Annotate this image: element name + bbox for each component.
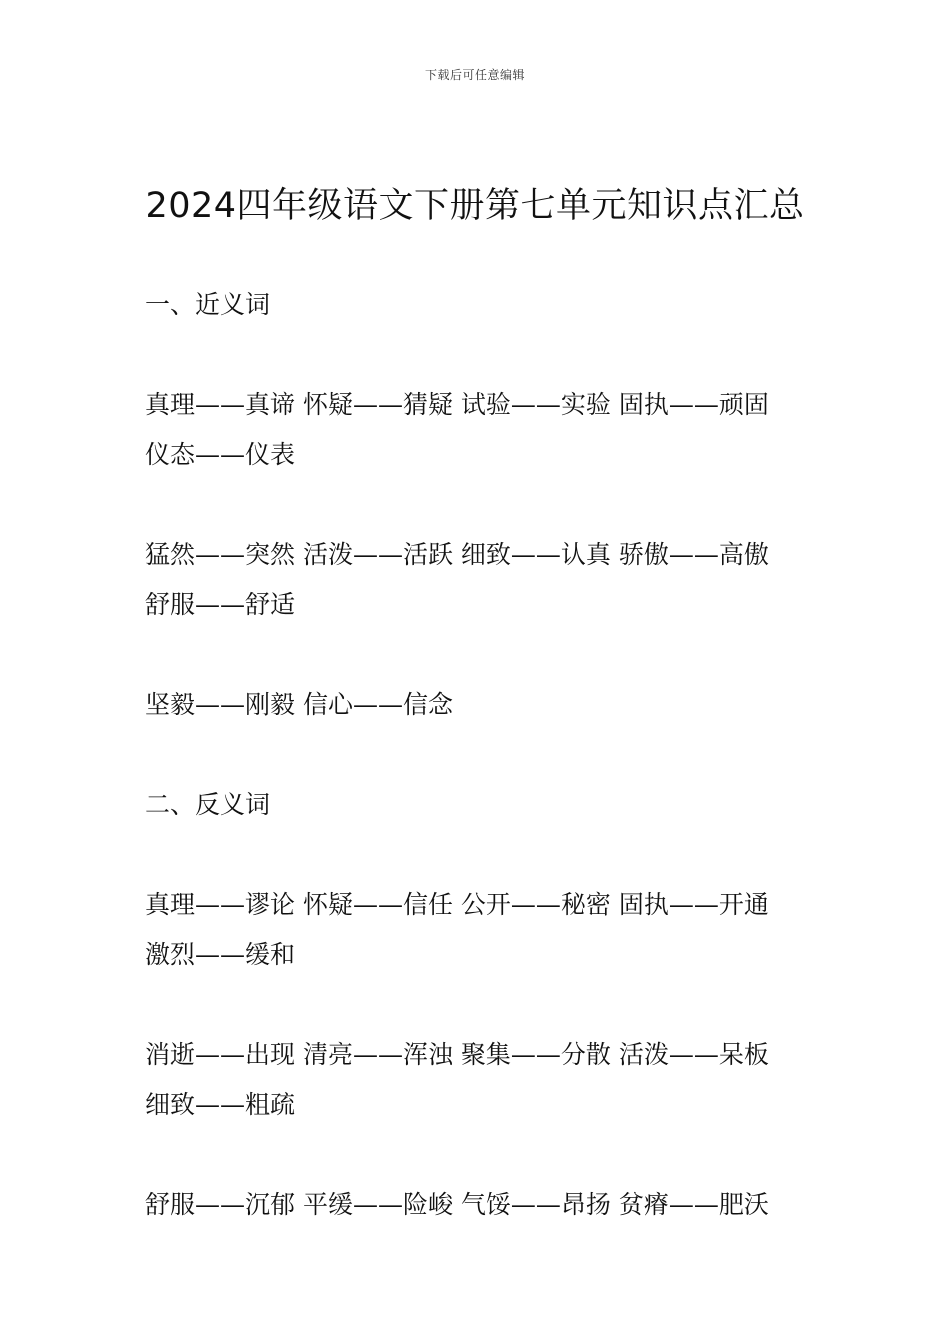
document-body <box>145 280 815 1230</box>
synonym-line: 猛然——突然 活泼——活跃 细致——认真 骄傲——高傲 <box>145 540 769 569</box>
document-title: 2024四年级语文下册第七单元知识点汇总 <box>145 186 805 226</box>
section-heading-antonyms: 二、反义词 <box>145 790 271 819</box>
section-heading-synonyms: 一、近义词 <box>145 290 271 319</box>
antonym-line: 消逝——出现 清亮——浑浊 聚集——分散 活泼——呆板 <box>145 1040 769 1069</box>
antonym-line: 舒服——沉郁 平缓——险峻 气馁——昂扬 贫瘠——肥沃 <box>145 1190 769 1219</box>
synonym-line: 真理——真谛 怀疑——猜疑 试验——实验 固执——顽固 <box>145 390 769 419</box>
page-header-note: 下载后可任意编辑 <box>424 68 525 82</box>
synonym-line: 仪态——仪表 <box>145 440 296 469</box>
antonym-line: 细致——粗疏 <box>145 1090 296 1119</box>
synonym-line: 舒服——舒适 <box>145 590 296 619</box>
synonym-line: 坚毅——刚毅 信心——信念 <box>145 690 453 719</box>
antonym-line: 激烈——缓和 <box>145 940 296 969</box>
antonym-line: 真理——谬论 怀疑——信任 公开——秘密 固执——开通 <box>145 890 769 919</box>
